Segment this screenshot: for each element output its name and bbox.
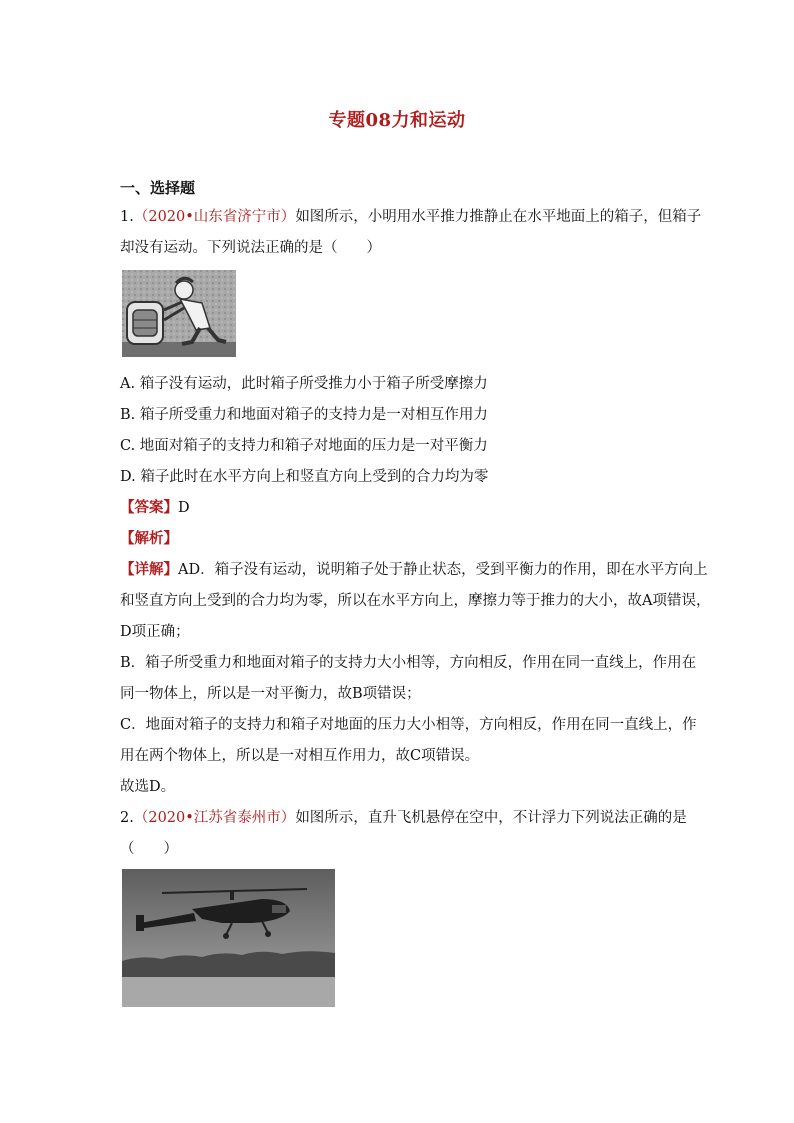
q1-stem-text: 如图所示，小明用水平推力推静止在水平地面上的箱子，但箱子	[295, 209, 702, 225]
page-title: 专题08力和运动	[328, 110, 466, 131]
q2-stem-line1	[120, 808, 687, 828]
q1-detail-line-6: 用在两个物体上，所以是一对相互作用力，故C项错误。	[120, 748, 480, 764]
q1-option-b: B. 箱子所受重力和地面对箱子的支持力是一对相互作用力	[120, 407, 488, 423]
q2-figure-helicopter	[122, 869, 335, 1007]
detail-text: AD．箱子没有运动，说明箱子处于静止状态，受到平衡力的作用，即在水平方向上	[178, 562, 708, 578]
detail-tag: 【详解】	[120, 561, 178, 578]
q1-detail-line-0	[120, 560, 708, 580]
q1-number: 1.	[120, 209, 134, 225]
q1-detail-line-5: C．地面对箱子的支持力和箱子对地面的压力大小相等，方向相反，作用在同一直线上，作	[120, 717, 697, 733]
section-title: 一、选择题	[120, 179, 196, 197]
q1-detail-line-1: 和竖直方向上受到的合力均为零，所以在水平方向上，摩擦力等于推力的大小，故A项错误，	[120, 593, 711, 609]
q1-option-c: C. 地面对箱子的支持力和箱子对地面的压力是一对平衡力	[120, 438, 488, 454]
q1-source: （2020•山东省济宁市）	[133, 209, 296, 225]
q1-option-a: A. 箱子没有运动，此时箱子所受推力小于箱子所受摩擦力	[120, 376, 488, 392]
q1-stem-line2: 却没有运动。下列说法正确的是（ ）	[120, 240, 381, 256]
answer-value: D	[178, 500, 190, 516]
answer-tag: 【答案】	[120, 499, 178, 516]
analysis-tag: 【解析】	[120, 530, 178, 547]
q1-stem-line1	[120, 207, 701, 227]
q2-stem-line2: （ ）	[120, 841, 178, 857]
q1-answer	[120, 498, 190, 518]
q2-source: （2020•江苏省泰州市）	[133, 810, 296, 826]
q1-detail-line-4: 同一物体上，所以是一对平衡力，故B项错误；	[120, 686, 421, 702]
q2-number: 2.	[120, 810, 134, 826]
q1-option-d: D. 箱子此时在水平方向上和竖直方向上受到的合力均为零	[120, 469, 489, 485]
q1-detail-line-3: B．箱子所受重力和地面对箱子的支持力大小相等，方向相反，作用在同一直线上，作用在	[120, 655, 697, 671]
q1-detail-line-2: D项正确；	[120, 624, 190, 640]
q2-stem-text: 如图所示，直升飞机悬停在空中，不计浮力下列说法正确的是	[295, 810, 687, 826]
q1-analysis	[120, 529, 178, 549]
q1-detail-line-7: 故选D。	[120, 779, 176, 795]
q1-figure-box-pushing	[122, 270, 236, 357]
